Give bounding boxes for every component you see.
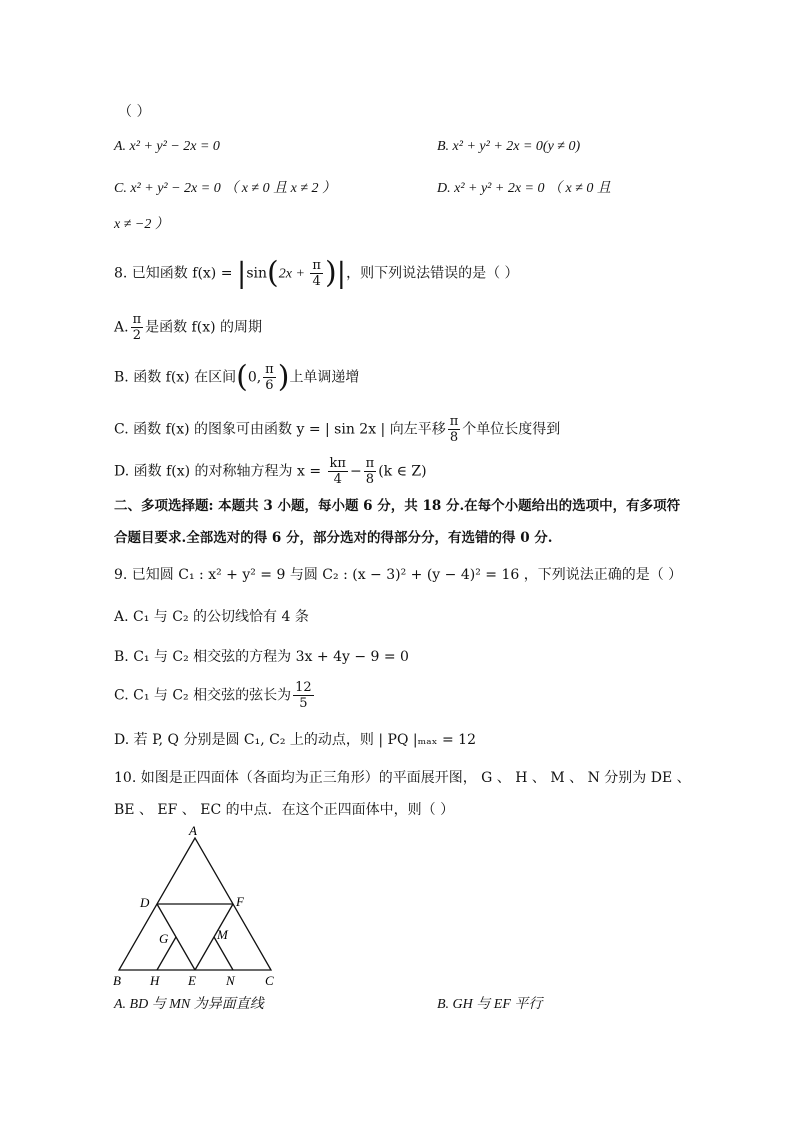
q8-stem: 8. 已知函数 f(x) = |sin(2x + $\frac{\pi}{4}$ )|，则下列说法错误的是（ ） bbox=[114, 255, 519, 291]
section2-line2: 合题目要求.全部选对的得 6 分，部分选对的得部分分，有选错的得 0 分. bbox=[114, 530, 553, 546]
q8-option-b: B. 函数 f(x) 在区间(0, $\frac{\pi}{6}$ )上单调递增 bbox=[114, 359, 360, 395]
q9-option-a: A. C₁ 与 C₂ 的公切线恰有 4 条 bbox=[114, 609, 309, 625]
q10-option-a: A. BD 与 MN 为异面直线 bbox=[114, 997, 264, 1012]
q9-stem: 9. 已知圆 C₁ : x² + y² = 9 与圆 C₂ : (x − 3)² + (y − 4)² = 16 ，下列说法正确的是（ ） bbox=[114, 567, 683, 583]
q9-option-b: B. C₁ 与 C₂ 相交弦的方程为 3x + 4y − 9 = 0 bbox=[114, 649, 409, 665]
q7-option-a: A. x² + y² − 2x = 0 bbox=[114, 139, 220, 154]
q8-frac-pi4: $\frac{\pi}{4}$ bbox=[312, 258, 321, 289]
q9-option-c: C. C₁ 与 C₂ 相交弦的弦长为 $\frac{12}{5}$ bbox=[114, 680, 312, 711]
q7-option-d-cont: x ≠ −2 ） bbox=[114, 217, 169, 232]
q8-option-a: A. $\frac{\pi}{2}$ 是函数 f(x) 的周期 bbox=[114, 312, 263, 343]
q7-option-b: B. x² + y² + 2x = 0(y ≠ 0) bbox=[437, 139, 581, 154]
q8-option-c: C. 函数 f(x) 的图象可由函数 y = | sin 2x | 向左平移 $\frac{\pi}{8}$ 个单位长度得到 bbox=[114, 414, 561, 445]
label-c: C bbox=[265, 973, 274, 988]
q8-arg: 2x + bbox=[278, 266, 309, 282]
label-f: F bbox=[236, 894, 244, 909]
section2-line1: 二、多项选择题: 本题共 3 小题，每小题 6 分，共 18 分.在每个小题给出的选项中，有多项符 bbox=[114, 498, 681, 514]
label-n: N bbox=[226, 973, 235, 988]
label-e: E bbox=[188, 973, 196, 988]
q7-option-d: D. x² + y² + 2x = 0 （ x ≠ 0 且 bbox=[437, 181, 611, 196]
q9-option-d: D. 若 P, Q 分别是圆 C₁, C₂ 上的动点，则 | PQ |ₘₐₓ = 12 bbox=[114, 732, 476, 748]
label-h: H bbox=[150, 973, 160, 988]
q10-stem-line1: 10. 如图是正四面体（各面均为正三角形）的平面展开图， G 、 H 、 M 、 N 分别为 DE 、 bbox=[114, 770, 691, 786]
label-m: M bbox=[217, 927, 228, 942]
tetrahedron-net-figure bbox=[100, 822, 300, 992]
q10-stem-line2: BE 、 EF 、 EC 的中点．在这个正四面体中，则（ ） bbox=[114, 802, 455, 818]
q8-stem-post: ，则下列说法错误的是（ ） bbox=[346, 265, 519, 282]
label-b: B bbox=[113, 973, 121, 988]
label-g: G bbox=[159, 931, 169, 946]
label-a: A bbox=[189, 823, 197, 838]
label-d: D bbox=[140, 895, 150, 910]
q10-option-b: B. GH 与 EF 平行 bbox=[437, 997, 543, 1012]
q8-sin: sin bbox=[246, 265, 268, 282]
q8-stem-pre: 8. 已知函数 f(x) = bbox=[114, 265, 237, 282]
q8-option-d: D. 函数 f(x) 的对称轴方程为 x = $\frac{k\pi}{4}$ − $\frac{\pi}{8}$ (k ∈ Z) bbox=[114, 456, 427, 487]
q7-paren: （ ） bbox=[118, 104, 151, 120]
q7-option-c: C. x² + y² − 2x = 0 （ x ≠ 0 且 x ≠ 2 ） bbox=[114, 181, 337, 196]
